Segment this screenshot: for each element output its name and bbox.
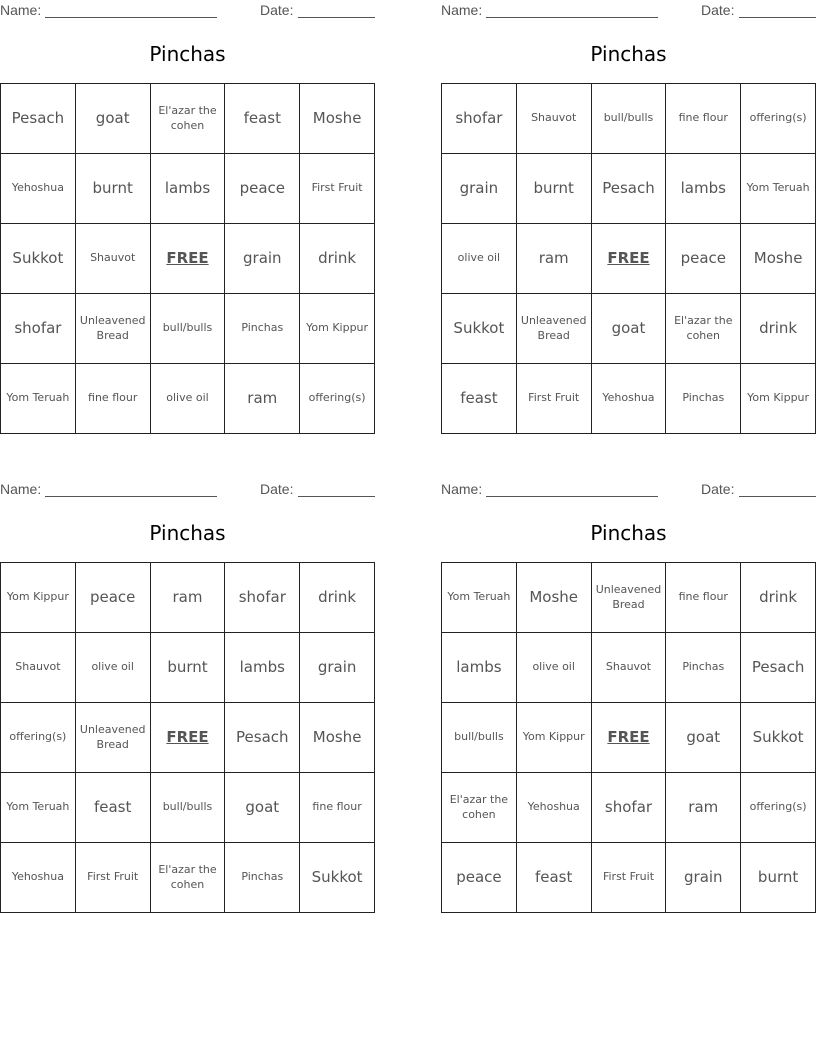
bingo-cell: Moshe bbox=[517, 563, 592, 633]
bingo-cell: feast bbox=[225, 84, 300, 154]
bingo-grid bbox=[0, 562, 375, 913]
bingo-cell: Shauvot bbox=[1, 633, 76, 703]
bingo-cell: Yom Teruah bbox=[1, 364, 76, 434]
bingo-cell: Yom Kippur bbox=[1, 563, 76, 633]
bingo-cell: fine flour bbox=[666, 563, 741, 633]
bingo-cell: lambs bbox=[225, 633, 300, 703]
bingo-cell: peace bbox=[76, 563, 151, 633]
bingo-cell: fine flour bbox=[666, 84, 741, 154]
bingo-cell: burnt bbox=[741, 843, 816, 913]
bingo-cell: Pinchas bbox=[666, 633, 741, 703]
bingo-cell: Yom Kippur bbox=[517, 703, 592, 773]
bingo-cell: First Fruit bbox=[592, 843, 667, 913]
bingo-cell: Sukkot bbox=[300, 843, 375, 913]
bingo-cell: olive oil bbox=[442, 224, 517, 294]
bingo-cell: Pesach bbox=[225, 703, 300, 773]
name-label: Name: bbox=[0, 2, 42, 18]
bingo-cell: shofar bbox=[592, 773, 667, 843]
bingo-cell: drink bbox=[300, 224, 375, 294]
bingo-cell: lambs bbox=[666, 154, 741, 224]
bingo-cell: goat bbox=[666, 703, 741, 773]
bingo-cell: Moshe bbox=[300, 703, 375, 773]
bingo-cell: burnt bbox=[151, 633, 226, 703]
date-label: Date: bbox=[701, 2, 735, 18]
bingo-cell: burnt bbox=[76, 154, 151, 224]
bingo-cell: Unleavened Bread bbox=[76, 294, 151, 364]
bingo-cell: Yom Kippur bbox=[741, 364, 816, 434]
bingo-cell: offering(s) bbox=[741, 773, 816, 843]
bingo-cell: drink bbox=[741, 563, 816, 633]
name-line bbox=[486, 17, 658, 18]
bingo-cell: Sukkot bbox=[741, 703, 816, 773]
bingo-cell: offering(s) bbox=[1, 703, 76, 773]
bingo-cell: Yehoshua bbox=[592, 364, 667, 434]
bingo-cell: feast bbox=[442, 364, 517, 434]
name-label: Name: bbox=[0, 481, 42, 497]
name-date-header bbox=[0, 481, 375, 499]
bingo-cell: Pinchas bbox=[225, 294, 300, 364]
bingo-cell: Yom Teruah bbox=[1, 773, 76, 843]
bingo-cell: grain bbox=[300, 633, 375, 703]
bingo-cell: shofar bbox=[1, 294, 76, 364]
bingo-cell: shofar bbox=[225, 563, 300, 633]
bingo-cell: goat bbox=[76, 84, 151, 154]
bingo-cell: goat bbox=[225, 773, 300, 843]
bingo-cell: grain bbox=[442, 154, 517, 224]
bingo-cell: olive oil bbox=[76, 633, 151, 703]
bingo-cell: peace bbox=[666, 224, 741, 294]
bingo-cell: El'azar the cohen bbox=[442, 773, 517, 843]
date-label: Date: bbox=[701, 481, 735, 497]
bingo-cell: bull/bulls bbox=[442, 703, 517, 773]
bingo-cell: burnt bbox=[517, 154, 592, 224]
bingo-cell: grain bbox=[666, 843, 741, 913]
name-date-header bbox=[441, 481, 816, 499]
name-label: Name: bbox=[441, 481, 483, 497]
bingo-cell: Moshe bbox=[300, 84, 375, 154]
bingo-cell: Pinchas bbox=[225, 843, 300, 913]
bingo-cell: El'azar the cohen bbox=[151, 84, 226, 154]
bingo-cell: First Fruit bbox=[76, 843, 151, 913]
bingo-cell: peace bbox=[442, 843, 517, 913]
bingo-cell: Sukkot bbox=[442, 294, 517, 364]
bingo-cell: Sukkot bbox=[1, 224, 76, 294]
bingo-cell: ram bbox=[517, 224, 592, 294]
card-title: Pinchas bbox=[590, 521, 667, 545]
date-label: Date: bbox=[260, 481, 294, 497]
bingo-cell: First Fruit bbox=[300, 154, 375, 224]
bingo-cell: Yehoshua bbox=[1, 154, 76, 224]
bingo-cell: ram bbox=[225, 364, 300, 434]
bingo-cell: El'azar the cohen bbox=[151, 843, 226, 913]
bingo-cell: fine flour bbox=[300, 773, 375, 843]
free-space: FREE bbox=[592, 224, 667, 294]
bingo-grid bbox=[0, 83, 375, 434]
bingo-cell: Shauvot bbox=[517, 84, 592, 154]
name-label: Name: bbox=[441, 2, 483, 18]
bingo-cell: Yehoshua bbox=[517, 773, 592, 843]
bingo-cell: lambs bbox=[151, 154, 226, 224]
free-space: FREE bbox=[151, 703, 226, 773]
bingo-cell: El'azar the cohen bbox=[666, 294, 741, 364]
bingo-cell: ram bbox=[151, 563, 226, 633]
bingo-cell: Yom Kippur bbox=[300, 294, 375, 364]
bingo-cell: Moshe bbox=[741, 224, 816, 294]
card-title: Pinchas bbox=[149, 521, 226, 545]
bingo-cell: Pinchas bbox=[666, 364, 741, 434]
bingo-cell: Yom Teruah bbox=[741, 154, 816, 224]
bingo-cell: lambs bbox=[442, 633, 517, 703]
name-line bbox=[45, 17, 217, 18]
date-line bbox=[298, 17, 375, 18]
bingo-cell: goat bbox=[592, 294, 667, 364]
bingo-grid bbox=[441, 562, 816, 913]
bingo-cell: Unleavened Bread bbox=[76, 703, 151, 773]
date-line bbox=[739, 496, 816, 497]
card-title: Pinchas bbox=[590, 42, 667, 66]
bingo-grid bbox=[441, 83, 816, 434]
bingo-cell: feast bbox=[76, 773, 151, 843]
bingo-cell: bull/bulls bbox=[151, 294, 226, 364]
bingo-cell: peace bbox=[225, 154, 300, 224]
bingo-cell: fine flour bbox=[76, 364, 151, 434]
bingo-cell: bull/bulls bbox=[592, 84, 667, 154]
bingo-cell: Pesach bbox=[592, 154, 667, 224]
bingo-cell: grain bbox=[225, 224, 300, 294]
name-line bbox=[45, 496, 217, 497]
bingo-cell: offering(s) bbox=[300, 364, 375, 434]
bingo-cell: bull/bulls bbox=[151, 773, 226, 843]
name-date-header bbox=[0, 2, 375, 20]
bingo-cell: Yom Teruah bbox=[442, 563, 517, 633]
bingo-cell: Shauvot bbox=[76, 224, 151, 294]
date-line bbox=[739, 17, 816, 18]
bingo-cell: Pesach bbox=[1, 84, 76, 154]
bingo-cell: Unleavened Bread bbox=[592, 563, 667, 633]
bingo-cell: ram bbox=[666, 773, 741, 843]
bingo-cell: offering(s) bbox=[741, 84, 816, 154]
bingo-cell: Pesach bbox=[741, 633, 816, 703]
free-space: FREE bbox=[151, 224, 226, 294]
bingo-cell: olive oil bbox=[151, 364, 226, 434]
card-title: Pinchas bbox=[149, 42, 226, 66]
bingo-cell: First Fruit bbox=[517, 364, 592, 434]
name-date-header bbox=[441, 2, 816, 20]
name-line bbox=[486, 496, 658, 497]
free-space: FREE bbox=[592, 703, 667, 773]
bingo-cell: olive oil bbox=[517, 633, 592, 703]
bingo-cell: drink bbox=[741, 294, 816, 364]
bingo-cell: Shauvot bbox=[592, 633, 667, 703]
bingo-cell: shofar bbox=[442, 84, 517, 154]
bingo-cell: Unleavened Bread bbox=[517, 294, 592, 364]
bingo-cell: Yehoshua bbox=[1, 843, 76, 913]
bingo-cell: feast bbox=[517, 843, 592, 913]
bingo-cell: drink bbox=[300, 563, 375, 633]
date-line bbox=[298, 496, 375, 497]
date-label: Date: bbox=[260, 2, 294, 18]
